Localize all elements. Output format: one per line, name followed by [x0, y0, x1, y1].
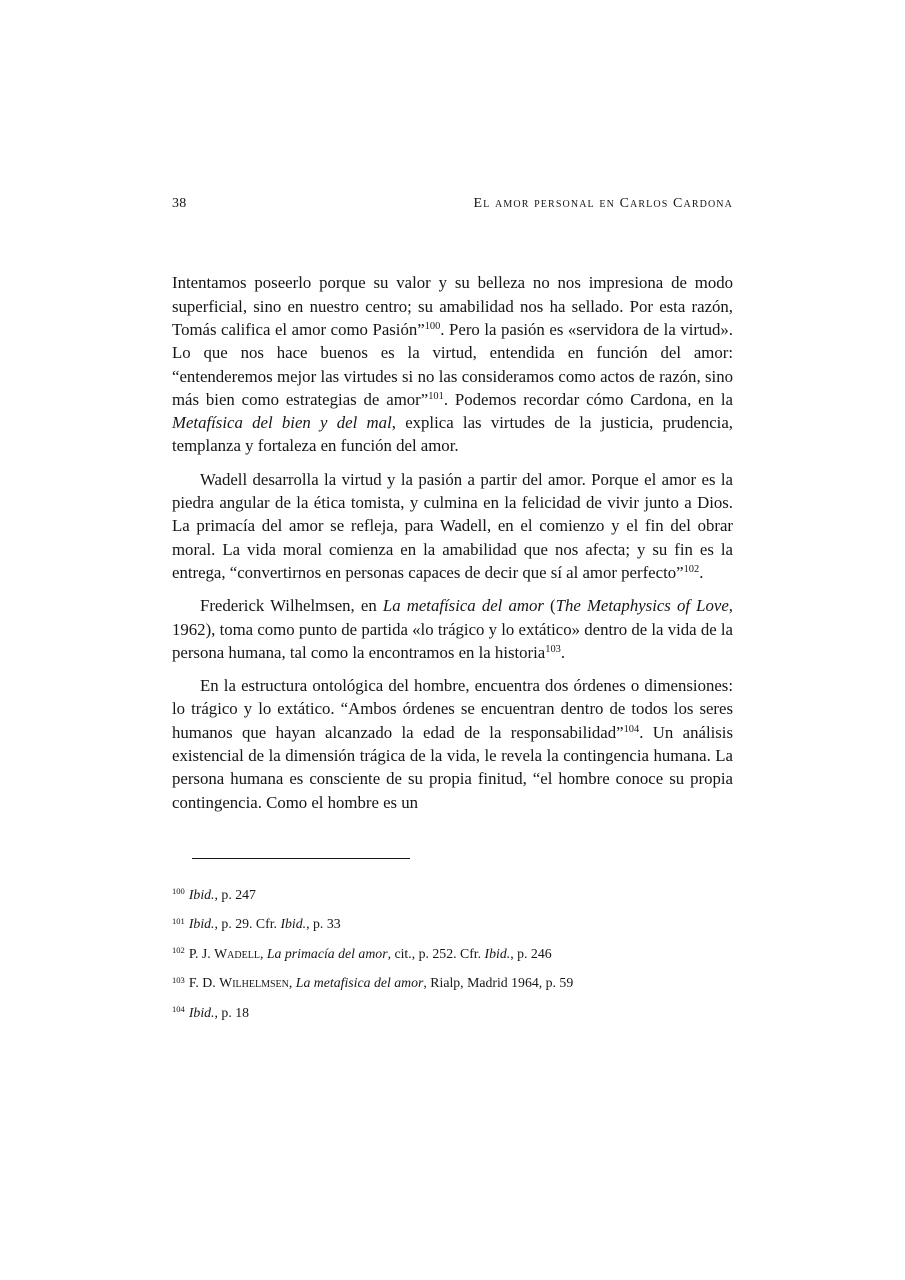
page-number: 38	[172, 196, 187, 211]
footnote	[172, 944, 733, 963]
footnote-text: Ibid., p. 247	[188, 886, 256, 902]
footnote-number: 100	[172, 886, 185, 897]
footnote-text: Ibid., p. 18	[188, 1004, 250, 1020]
page-header	[172, 196, 733, 211]
paragraph: Intentamos poseerlo porque su valor y su belleza no nos impresiona de modo superficial, sino en nuestro centro; su amabilidad nos ha sellado. Por esta razón, Tomás califica el amor como Pasión”$^{100}$. Pero la pasión es «servidora de la virtud». Lo que nos hace buenos es la virtud, entendida en función del amor: “entenderemos mejor las virtudes si no las consideramos como actos de razón, sino más bien como estrategias de amor”$^{101}$. Podemos recordar cómo Cardona, en la Metafísica del bien y del mal, explica las virtudes de la justicia, prudencia, templanza y fortaleza en función del amor.	[172, 273, 733, 456]
footnote-text: Ibid., p. 29. Cfr. Ibid., p. 33	[188, 916, 341, 932]
footnote	[172, 1003, 733, 1022]
footnote	[172, 885, 733, 904]
footnote-separator	[192, 858, 410, 859]
paragraph: Frederick Wilhelmsen, en La metafísica del amor (The Metaphysics of Love, 1962), toma como punto de partida «lo trágico y lo extático» dentro de la vida de la persona humana, tal como la encontramos en la historia$^{103}$.	[172, 596, 733, 662]
footnote-text: F. D. Wilhelmsen, La metafisica del amor, Rialp, Madrid 1964, p. 59	[188, 975, 574, 991]
footnote	[172, 973, 733, 992]
footnote	[172, 914, 733, 933]
paragraph: En la estructura ontológica del hombre, encuentra dos órdenes o dimensiones: lo trágico y lo extático. “Ambos órdenes se encuentran dentro de todos los seres humanos que hayan alcanzado la edad de la responsabilidad”$^{104}$. Un análisis existencial de la dimensión trágica de la vida, le revela la contingencia humana. La persona humana es consciente de su propia finitud, “el hombre conoce su propia contingencia. Como el hombre es un	[172, 676, 733, 812]
footnotes-section	[172, 885, 733, 1022]
footnote-text: P. J. Wadell, La primacía del amor, cit., p. 252. Cfr. Ibid., p. 246	[188, 945, 552, 961]
footnote-number: 104	[172, 1004, 185, 1015]
footnote-number: 101	[172, 915, 185, 926]
body-text	[172, 271, 733, 814]
running-title: El amor personal en Carlos Cardona	[473, 196, 733, 211]
paragraph: Wadell desarrolla la virtud y la pasión a partir del amor. Porque el amor es la piedra angular de la ética tomista, y culmina en la felicidad de vivir junto a Dios. La primacía del amor se refleja, para Wadell, en el comienzo y el fin del obrar moral. La vida moral comienza en la amabilidad que nos afecta; y su fin es la entrega, “convertirnos en personas capaces de decir que sí al amor perfecto”$^{102}$.	[172, 469, 733, 582]
footnote-number: 102	[172, 945, 185, 956]
footnote-number: 103	[172, 974, 185, 985]
